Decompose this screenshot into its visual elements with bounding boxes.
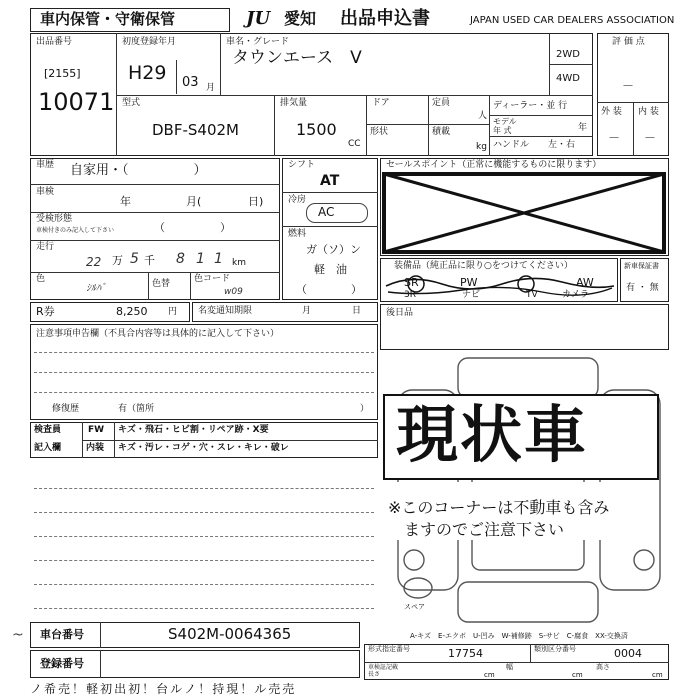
fw-label: FW bbox=[88, 425, 105, 435]
footer-stamp: ！ bbox=[240, 683, 253, 696]
first-reg-month-unit: 月 bbox=[206, 83, 216, 93]
recycle-value: 8,250 bbox=[116, 305, 148, 318]
name-change-month: 月 bbox=[302, 306, 312, 316]
footer-stamp: 希 bbox=[44, 683, 57, 696]
repair-value: 有（箇所 bbox=[118, 404, 155, 414]
damage-legend: A-キズ E-エクボ U-凹み W-補修跡 S-サビ C-腐食 XX-交換済 bbox=[410, 632, 628, 640]
footer-stamp: ル bbox=[170, 683, 183, 696]
mileage-digit1: 22 bbox=[86, 255, 102, 269]
inspection-year-unit: 年 bbox=[120, 195, 131, 208]
usage-value: 自家用・（ ） bbox=[70, 163, 207, 178]
capacity-unit: 人 bbox=[478, 111, 488, 121]
first-reg-month-box bbox=[176, 60, 177, 94]
equip-tv: TV bbox=[526, 290, 538, 300]
lot-number-label: 出品番号 bbox=[36, 37, 73, 47]
sales-point-cross bbox=[382, 172, 667, 254]
fuel-line2: 軽 油 bbox=[314, 263, 347, 276]
inspector-label2: 記入欄 bbox=[34, 443, 62, 453]
fuel-label: 燃料 bbox=[288, 229, 307, 239]
handle-value: 左・右 bbox=[548, 140, 576, 150]
inspection-day-unit: 日) bbox=[248, 195, 264, 208]
footer-stamp: 持 bbox=[212, 683, 225, 696]
warranty-value: 有 ・ 無 bbox=[626, 283, 659, 293]
first-reg-label: 初度登録年月 bbox=[122, 37, 177, 47]
sales-point-label: セールスポイント（正常に機能するものに限ります） bbox=[386, 160, 602, 170]
equip-aw: AW bbox=[576, 276, 594, 289]
footer-stamp: ノ bbox=[30, 683, 43, 696]
equip-3r: 3R bbox=[404, 290, 416, 300]
displacement-unit: CC bbox=[348, 139, 361, 149]
category-label: 類別区分番号 bbox=[534, 645, 576, 653]
inspector-label1: 検査員 bbox=[34, 425, 62, 435]
int-label: 内装 bbox=[86, 443, 105, 453]
receive-label: 受検形態 bbox=[36, 214, 73, 224]
mileage-digit2: 5 bbox=[130, 251, 139, 267]
registration-label: 登録番号 bbox=[40, 657, 84, 670]
inspection-month-unit: 月( bbox=[186, 195, 202, 208]
width-label: 幅 bbox=[506, 663, 513, 671]
load-unit: kg bbox=[476, 142, 487, 152]
door-label: ドア bbox=[372, 98, 390, 108]
aircon-label: 冷房 bbox=[288, 195, 307, 205]
recycle-unit: 円 bbox=[168, 307, 178, 317]
equip-navi: ナビ bbox=[462, 290, 481, 300]
footer-stamp: 売 bbox=[282, 683, 295, 696]
stamp-note-line2: ますのでご注意下さい bbox=[404, 520, 565, 539]
first-reg-year: H29 bbox=[128, 62, 167, 84]
receive-note: 車検付きのみ記入して下さい bbox=[36, 227, 115, 234]
interior-label: 内 装 bbox=[638, 107, 659, 117]
handle-label: ハンドル bbox=[493, 140, 530, 150]
length-unit: cm bbox=[484, 671, 495, 679]
displacement-label: 排気量 bbox=[280, 98, 308, 108]
notes-label: 注意事項申告欄（不具合内容等は具体的に記入して下さい） bbox=[36, 329, 280, 339]
footer-stamp: ！ bbox=[72, 683, 85, 696]
height-unit: cm bbox=[652, 671, 663, 679]
stamp-note-line1: ※このコーナーは不動車も含み bbox=[388, 498, 610, 517]
footer-stamp: 売 bbox=[58, 683, 71, 696]
drive-2wd: 2WD bbox=[556, 49, 580, 60]
footer-stamp: ノ bbox=[184, 683, 197, 696]
category-value: 0004 bbox=[614, 647, 642, 660]
capacity-label: 定員 bbox=[432, 98, 451, 108]
car-name-value: タウンエース V bbox=[232, 48, 362, 68]
load-label: 積載 bbox=[432, 127, 451, 137]
equip-camera: カメラ bbox=[562, 290, 590, 300]
mileage-digit4: 1 bbox=[196, 251, 205, 267]
color-value: ｼﾙﾊﾞ bbox=[86, 283, 106, 294]
recycle-label: R券 bbox=[36, 305, 55, 318]
footer-stamp: ル bbox=[254, 683, 267, 696]
height-label: 高さ bbox=[596, 663, 610, 671]
name-change-day: 日 bbox=[352, 306, 362, 316]
receive-value: （ ） bbox=[154, 221, 231, 234]
later-date-label: 後日品 bbox=[386, 308, 414, 318]
lot-number: 10071 bbox=[38, 88, 115, 116]
mileage-sen: 千 bbox=[144, 254, 155, 267]
lot-small-code: [2155] bbox=[44, 67, 81, 80]
footer-stamp: 売 bbox=[268, 683, 281, 696]
aircon-value: AC bbox=[318, 205, 335, 219]
model-year-label: モデル 年 式 bbox=[493, 117, 517, 135]
dealer-label: ディーラー・並 行 bbox=[493, 101, 568, 111]
rating-label: 評 価 点 bbox=[612, 37, 645, 47]
margin-mark: ~ bbox=[12, 627, 24, 643]
org-name-en: JAPAN USED CAR DEALERS ASSOCIATION bbox=[470, 15, 675, 26]
interior-value: － bbox=[644, 131, 657, 145]
type-designation-label: 形式指定番号 bbox=[368, 645, 410, 653]
chassis-value: S402M-0064365 bbox=[168, 625, 292, 643]
footer-stamp: 初 bbox=[100, 683, 113, 696]
length-label: 車検証記載 長さ bbox=[368, 664, 399, 678]
name-change-label: 名変通知期限 bbox=[198, 306, 253, 316]
mileage-man: 万 bbox=[112, 254, 123, 267]
equipment-label: 装備品（純正品に限り○をつけてください） bbox=[394, 261, 573, 271]
footer-stamp: ！ bbox=[198, 683, 211, 696]
spare-label: スペア bbox=[404, 603, 425, 611]
first-reg-month: 03 bbox=[182, 75, 199, 90]
warranty-label: 新車保証書 bbox=[624, 262, 659, 270]
footer-stamp: 台 bbox=[156, 683, 169, 696]
usage-label: 車歴 bbox=[36, 160, 55, 170]
mileage-label: 走行 bbox=[36, 242, 55, 252]
ju-brand-mark: JU bbox=[246, 8, 271, 29]
mileage-digit5: 1 bbox=[214, 251, 223, 267]
rating-mark: － bbox=[622, 79, 635, 93]
footer-stamp-row bbox=[30, 683, 360, 700]
mileage-digit3: 8 bbox=[176, 251, 185, 267]
repaint-label: 色替 bbox=[152, 279, 171, 289]
org-name-jp: 愛知 bbox=[284, 9, 317, 28]
genjou-stamp-text: 現状車 bbox=[396, 398, 589, 471]
exterior-value: － bbox=[608, 131, 621, 145]
fuel-line3: （ ） bbox=[296, 283, 362, 296]
shift-value: AT bbox=[320, 173, 340, 189]
footer-stamp: ！ bbox=[142, 683, 155, 696]
aircon-value-cross bbox=[306, 203, 368, 223]
equipment-scribble bbox=[382, 270, 616, 300]
code-label: 色コード bbox=[194, 274, 231, 284]
shape-label: 形状 bbox=[370, 127, 389, 137]
footer-stamp: 初 bbox=[128, 683, 141, 696]
storage-label: 車内保管・守衛保管 bbox=[40, 10, 176, 28]
shift-label: シフト bbox=[288, 160, 316, 170]
footer-stamp: 軽 bbox=[86, 683, 99, 696]
color-label: 色 bbox=[36, 274, 46, 284]
equip-pw: PW bbox=[460, 276, 478, 289]
car-name-label: 車名・グレード bbox=[226, 37, 290, 47]
model-type-label: 型式 bbox=[122, 98, 141, 108]
model-type-value: DBF-S402M bbox=[152, 121, 239, 139]
repair-close: ） bbox=[360, 404, 370, 414]
width-unit: cm bbox=[572, 671, 583, 679]
fw-text: キズ・飛石・ヒビ割・リペア跡・X要 bbox=[118, 425, 269, 435]
later-date-box bbox=[380, 304, 669, 350]
inspection-label: 車検 bbox=[36, 187, 55, 197]
equip-sr: SR bbox=[404, 276, 419, 289]
drive-4wd: 4WD bbox=[556, 73, 580, 84]
fuel-line1: ガ（ソ）ン bbox=[306, 243, 361, 256]
model-year-unit: 年 bbox=[578, 123, 588, 133]
repair-label: 修復歴 bbox=[52, 404, 80, 414]
int-text: キズ・汚レ・コゲ・穴・スレ・キレ・破レ bbox=[118, 443, 289, 453]
color-code-value: w09 bbox=[224, 287, 243, 297]
form-title: 出品申込書 bbox=[340, 8, 430, 29]
chassis-label: 車台番号 bbox=[40, 628, 84, 641]
footer-stamp: 現 bbox=[226, 683, 239, 696]
type-designation-value: 17754 bbox=[448, 647, 483, 660]
mileage-unit: km bbox=[232, 258, 246, 268]
footer-stamp: 出 bbox=[114, 683, 127, 696]
displacement-value: 1500 bbox=[296, 120, 337, 139]
exterior-label: 外 装 bbox=[601, 107, 622, 117]
